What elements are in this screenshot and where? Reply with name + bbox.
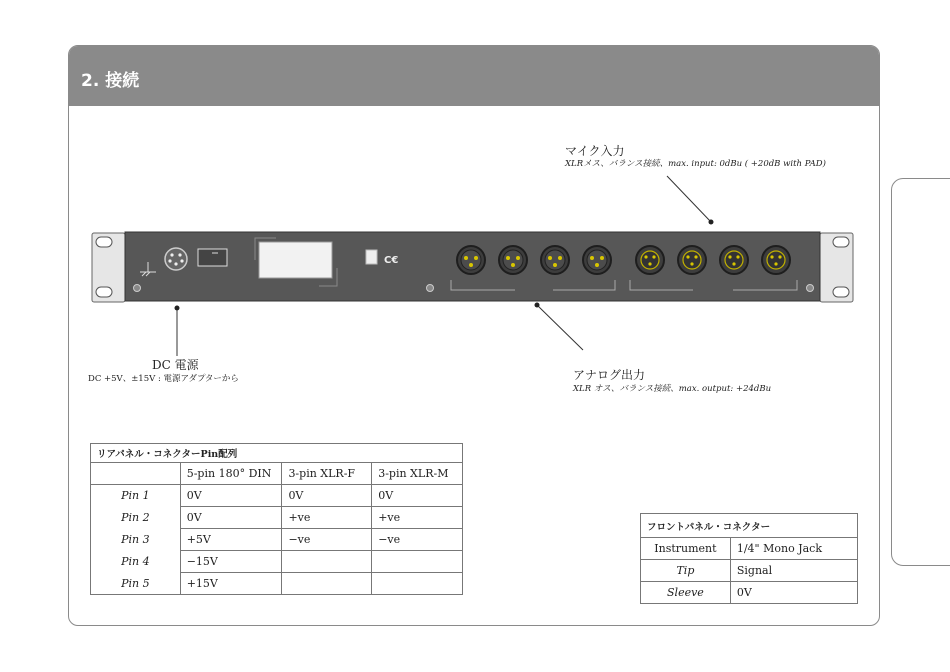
table-cell: 0V — [730, 582, 857, 604]
rack-hole — [833, 237, 849, 247]
table-cell — [372, 573, 463, 595]
analog-out-desc: XLR オス、バランス接続、max. output: +24dBu — [573, 384, 772, 394]
callout-mic-input — [667, 176, 714, 225]
table-cell — [282, 551, 372, 573]
dc-power-desc: DC +5V、±15V : 電源アダプターから — [88, 374, 239, 384]
table-cell: +5V — [180, 529, 282, 551]
rack-hole — [96, 287, 112, 297]
table-row — [91, 507, 463, 529]
table-cell: +ve — [282, 507, 372, 529]
table-row — [91, 485, 463, 507]
table-cell: −ve — [282, 529, 372, 551]
table-row — [91, 551, 463, 573]
table-header: 3-pin XLR-M — [372, 463, 463, 485]
dc-power-title: DC 電源 — [152, 358, 199, 372]
table-cell: Pin 1 — [91, 485, 181, 507]
table-row — [91, 529, 463, 551]
din-connector — [165, 248, 187, 270]
table-header-row — [91, 463, 463, 485]
callout-analog-out — [535, 303, 584, 351]
screw — [807, 285, 814, 292]
table-cell: −ve — [372, 529, 463, 551]
analog-out-title: アナログ出力 — [573, 368, 646, 382]
table-cell: Sleeve — [641, 582, 731, 604]
mic-input-desc: XLRメス、バランス接続、max. input: 0dBu ( +20dB with PAD) — [565, 159, 826, 169]
mic-input-title: マイク入力 — [565, 144, 625, 158]
rack-hole — [833, 287, 849, 297]
power-switch — [198, 249, 227, 266]
table-cell — [282, 573, 372, 595]
screw — [427, 285, 434, 292]
rack-hole — [96, 237, 112, 247]
front-table-title: フロントパネル・コネクター — [641, 514, 858, 538]
table-cell: Pin 4 — [91, 551, 181, 573]
table-cell: +ve — [372, 507, 463, 529]
table-cell: Pin 2 — [91, 507, 181, 529]
rear-connector-table — [90, 443, 463, 595]
label-plate — [259, 242, 332, 278]
table-cell: 0V — [180, 507, 282, 529]
table-cell: 0V — [180, 485, 282, 507]
table-header: 5-pin 180° DIN — [180, 463, 282, 485]
front-connector-table — [640, 513, 858, 604]
table-row — [641, 538, 858, 560]
ce-mark: C€ — [384, 255, 399, 266]
weee-icon — [366, 250, 377, 264]
table-cell: +15V — [180, 573, 282, 595]
table-header: 3-pin XLR-F — [282, 463, 372, 485]
rear-table-title: リアパネル・コネクターPin配列 — [91, 444, 463, 463]
table-cell: 0V — [282, 485, 372, 507]
section-title: 2. 接続 — [81, 71, 140, 91]
callout-dc-power — [175, 306, 180, 357]
screw — [134, 285, 141, 292]
table-cell: 1/4" Mono Jack — [730, 538, 857, 560]
table-cell: −15V — [180, 551, 282, 573]
table-cell — [372, 551, 463, 573]
table-row — [641, 582, 858, 604]
table-cell: Pin 5 — [91, 573, 181, 595]
table-cell: Pin 3 — [91, 529, 181, 551]
table-cell: Signal — [730, 560, 857, 582]
table-cell: Instrument — [641, 538, 731, 560]
table-row — [641, 560, 858, 582]
table-row — [91, 573, 463, 595]
table-header — [91, 463, 181, 485]
table-cell: 0V — [372, 485, 463, 507]
table-cell: Tip — [641, 560, 731, 582]
